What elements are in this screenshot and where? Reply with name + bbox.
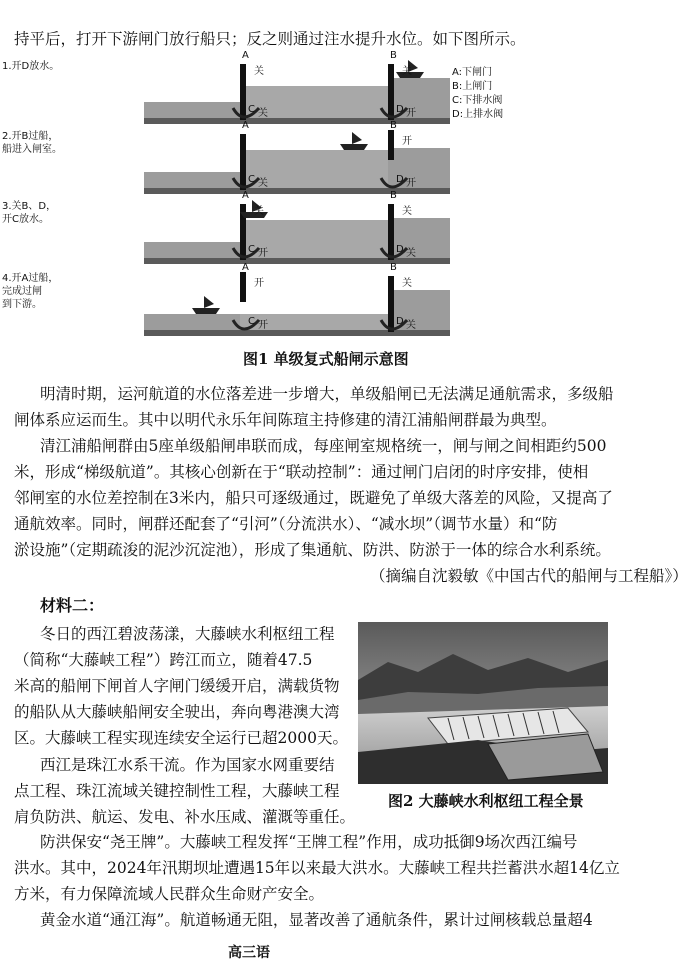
para3-line5: 区。大藤峡工程实现连续安全运行已超2000天。 <box>14 729 348 747</box>
gate-a-label: A <box>242 120 249 131</box>
lock-gate <box>240 134 246 190</box>
para5-line2: 洪水。其中，2024年汛期坝址遭遇15年以来最大洪水。大藤峡工程共拦蓄洪水超14亿立 <box>14 859 620 877</box>
source-citation: （摘编自沈毅敏《中国古代的船闸与工程船》） <box>370 567 688 585</box>
lock-gate <box>240 64 246 120</box>
para5-line3: 方米，有力保障流域人民群众生命财产安全。 <box>14 885 325 903</box>
page-footer: 高三语 <box>228 945 270 961</box>
lock-step-panel <box>2 50 450 124</box>
valve-d-label: D <box>396 174 404 185</box>
lock-step-label: 2.开B过船， 船进入闸室。 <box>2 131 62 155</box>
lock-step-panel <box>2 190 450 264</box>
lock-gate <box>388 130 394 160</box>
gate-a-label: A <box>242 262 249 273</box>
lock-step-label: 3.关B、D， 开C放水。 <box>2 201 57 225</box>
gate-b-label: B <box>390 190 397 201</box>
para4-line3: 肩负防洪、航运、发电、补水压咸、灌溉等重任。 <box>14 808 356 826</box>
para5-line1: 防洪保安“尧王牌”。大藤峡工程发挥“王牌工程”作用，成功抵御9场次西江编号 <box>40 833 578 851</box>
valve-c-label: C <box>248 316 255 327</box>
gate-b-state: 开 <box>402 136 412 147</box>
gate-a-state: 关 <box>254 66 264 77</box>
gate-b-state: 关 <box>402 206 412 217</box>
figure2-photo <box>358 622 608 784</box>
gate-a-label: A <box>242 50 249 61</box>
gate-a-label: A <box>242 190 249 201</box>
valve-d-state: 关 <box>406 248 416 259</box>
valve-d-label: D <box>396 104 404 115</box>
para3-line4: 的船队从大藤峡船闸安全驶出，奔向粤港澳大湾 <box>14 703 340 721</box>
para4-line1: 西江是珠江水系干流。作为国家水网重要结 <box>40 756 335 774</box>
valve-c-state: 开 <box>258 248 268 259</box>
legend-a: A:下闸门 <box>452 67 493 78</box>
gate-b-state: 关 <box>402 66 412 77</box>
para2-line2: 米，形成“梯级航道”。其核心创新在于“联动控制”：通过闸门启闭的时序安排，使相 <box>14 463 589 481</box>
valve-d-state: 关 <box>406 320 416 331</box>
lock-step-panel <box>2 120 450 194</box>
gate-b-label: B <box>390 50 397 61</box>
material2-title: 材料二： <box>40 596 105 615</box>
ship-icon <box>192 296 220 314</box>
valve-c-state: 关 <box>258 108 268 119</box>
valve-c-state: 开 <box>258 320 268 331</box>
lock-gate <box>388 64 394 120</box>
ship-icon <box>340 132 368 150</box>
valve-c-label: C <box>248 244 255 255</box>
gate-b-state: 关 <box>402 278 412 289</box>
para2-line3: 邻闸室的水位差控制在3米内，船只可逐级通过，既避免了单级大落差的风险，又提高了 <box>14 489 613 507</box>
valve-d-state: 开 <box>406 108 416 119</box>
figure1-legend <box>452 66 503 122</box>
para2-line4: 通航效率。同时，闸群还配套了“引河”（分流洪水）、“减水坝”（调节水量）和“防 <box>14 515 558 533</box>
para4-line2: 点工程、珠江流域关键控制性工程，大藤峡工程 <box>14 782 340 800</box>
lock-step-panel <box>2 262 450 336</box>
legend-c: C:下排水阀 <box>452 95 503 106</box>
figure2-caption: 图2 大藤峡水利枢纽工程全景 <box>388 792 584 810</box>
para3-line1: 冬日的西江碧波荡漾，大藤峡水利枢纽工程 <box>40 625 335 643</box>
valve-c-label: C <box>248 104 255 115</box>
para3-line2: （简称“大藤峡工程”）跨江而立，随着47.5 <box>14 651 313 669</box>
gate-a-state: 开 <box>254 278 264 289</box>
valve-d-label: D <box>396 316 404 327</box>
figure1-caption: 图1 单级复式船闸示意图 <box>243 350 409 368</box>
valve-d-label: D <box>396 244 404 255</box>
legend-d: D:上排水阀 <box>452 109 504 120</box>
gate-b-label: B <box>390 262 397 273</box>
top-line: 持平后，打开下游闸门放行船只；反之则通过注水提升水位。如下图所示。 <box>14 30 526 48</box>
lock-gate <box>388 276 394 332</box>
para6-line1: 黄金水道“通江海”。航道畅通无阻，显著改善了通航条件，累计过闸核载总量超4 <box>40 911 593 929</box>
lock-gate <box>388 204 394 260</box>
para3-line3: 米高的船闸下闸首人字闸门缓缓开启，满载货物 <box>14 677 340 695</box>
para2-line5: 淤设施”（定期疏浚的泥沙沉淀池），形成了集通航、防洪、防淤于一体的综合水利系统。 <box>14 541 611 559</box>
valve-c-state: 关 <box>258 178 268 189</box>
lock-step-label: 1.开D放水。 <box>2 61 60 72</box>
gate-b-label: B <box>390 120 397 131</box>
legend-b: B:上闸门 <box>452 81 493 92</box>
para1-line2: 闸体系应运而生。其中以明代永乐年间陈瑄主持修建的清江浦船闸群最为典型。 <box>14 411 557 429</box>
lock-gate <box>240 272 246 302</box>
valve-c-label: C <box>248 174 255 185</box>
valve-d-state: 开 <box>406 178 416 189</box>
para2-line1: 清江浦船闸群由5座单级船闸串联而成，每座闸室规格统一，闸与闸之间相距约500 <box>40 437 607 455</box>
lock-step-label: 4.开A过船， 完成过闸 到下游。 <box>2 273 59 310</box>
gate-a-state: 关 <box>254 206 264 217</box>
para1-line1: 明清时期，运河航道的水位落差进一步增大，单级船闸已无法满足通航需求，多级船 <box>40 385 614 403</box>
